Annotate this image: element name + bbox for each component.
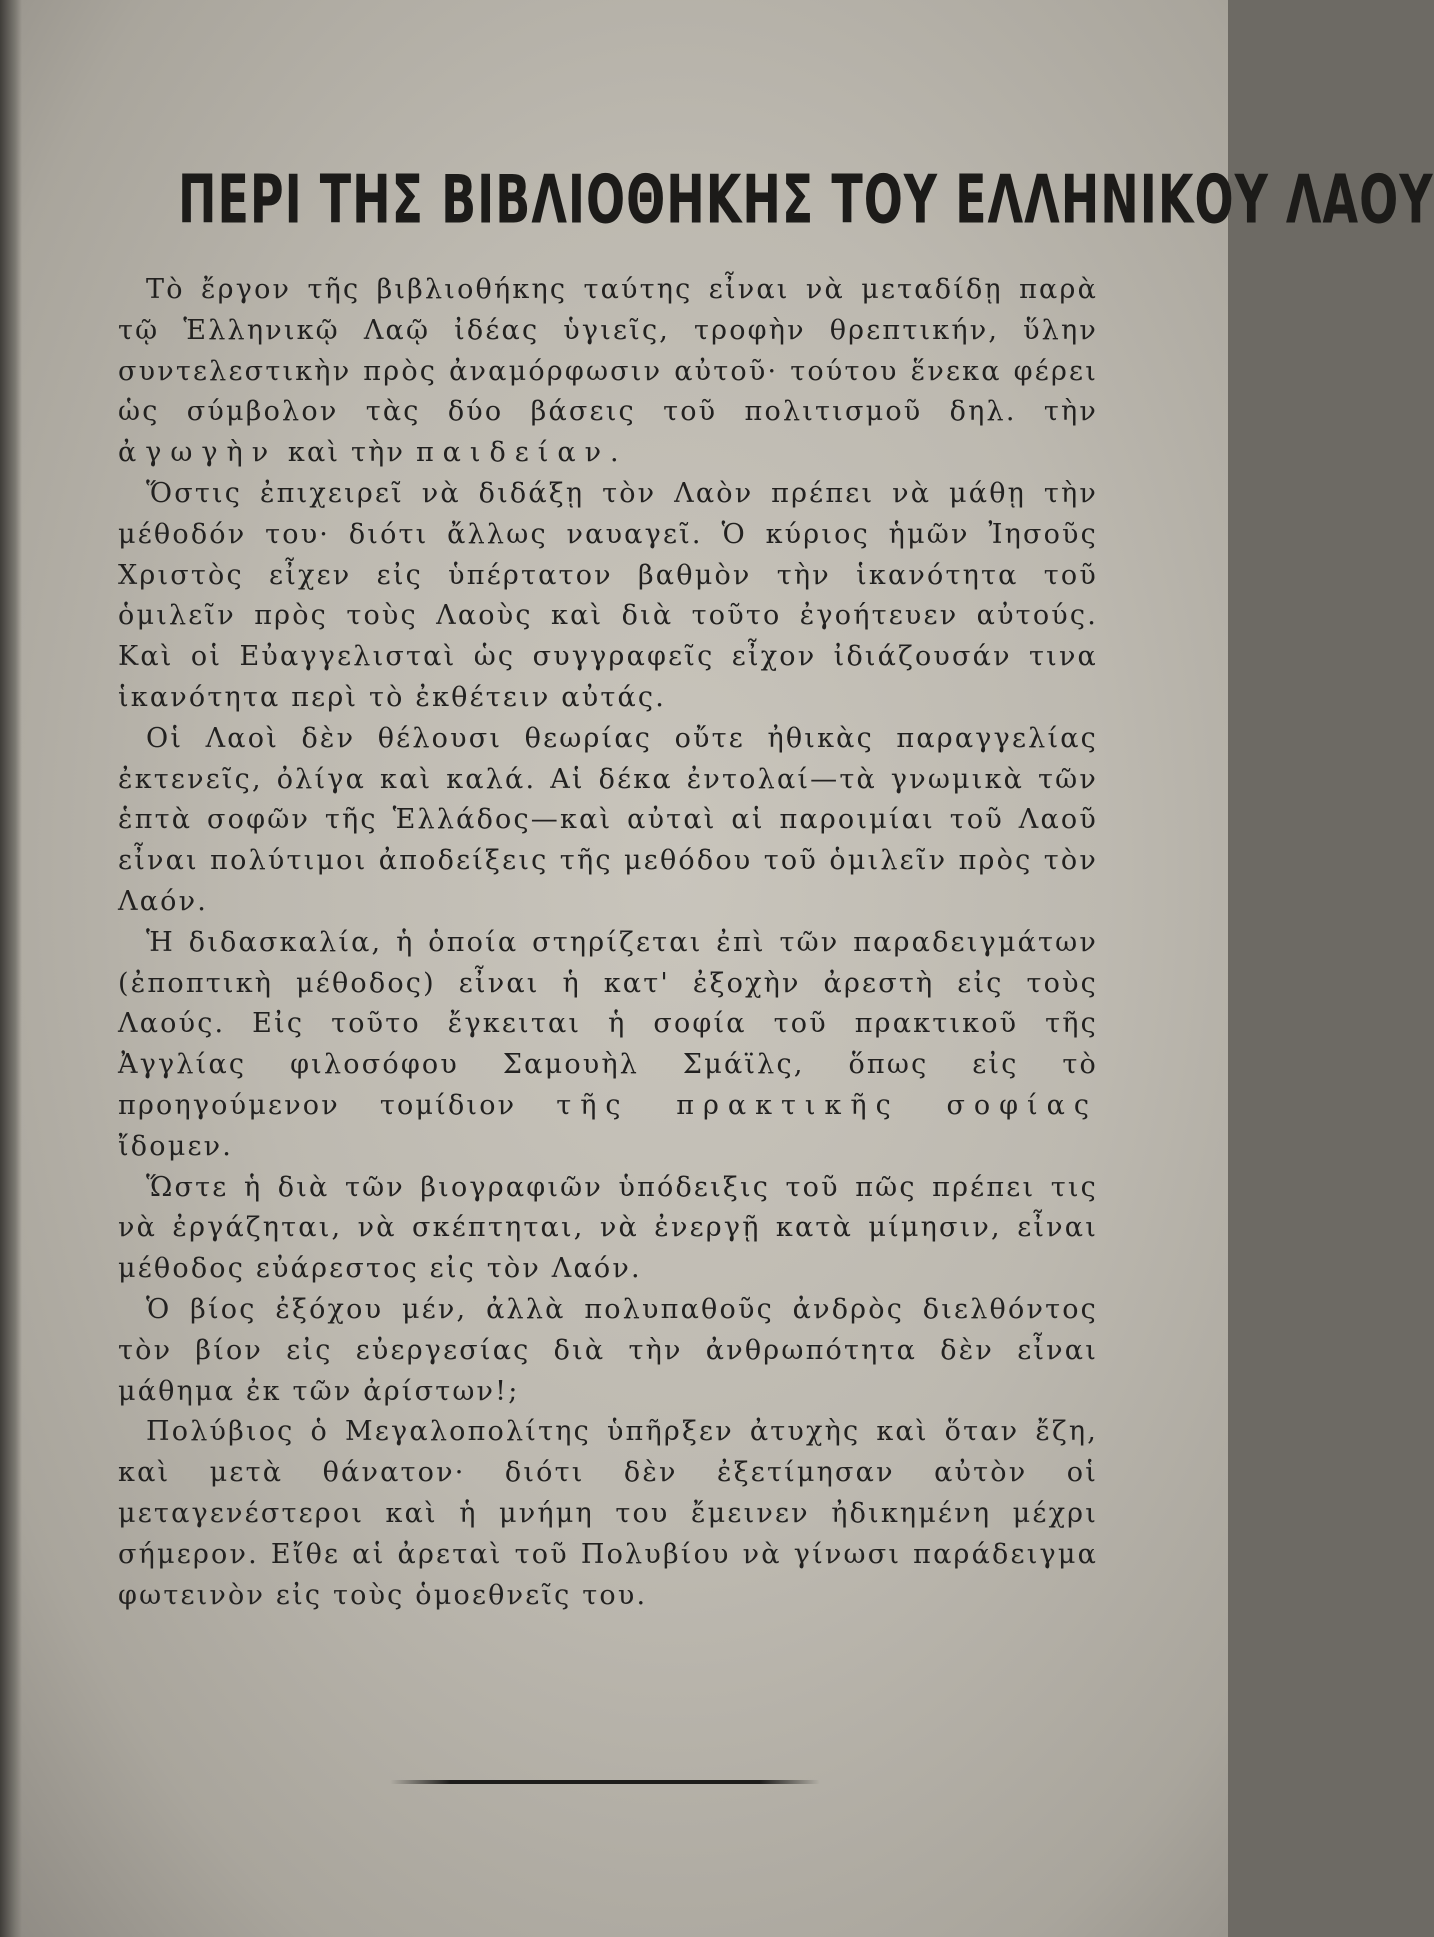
paragraph-6: Ὁ βίος ἐξόχου μέν, ἀλλὰ πολυπαθοῦς ἀνδρὸς διελθόντος τὸν βίον εἰς εὐεργεσίας διὰ τὴν ἀνθρωπότητα δὲν εἶναι μάθημα ἐκ τῶν ἀρίστων!; xyxy=(118,1293,1098,1407)
paragraph-1-text: Τὸ ἔργον τῆς βιβλιοθήκης ταύτης εἶναι νὰ μεταδίδῃ παρὰ τῷ Ἑλληνικῷ Λαῷ ἰδέας ὑγιεῖς, τροφὴν θρεπτικήν, ὕλην συντελεστικὴν πρὸς ἀναμόρφωσιν αὐτοῦ· τούτου ἕνεκα φέρει ὡς σύμβολον τὰς δύο βάσεις τοῦ πολιτισμοῦ δηλ. τὴν xyxy=(118,274,1098,428)
page-binding-shadow xyxy=(0,0,22,1937)
closing-rule xyxy=(390,1780,820,1784)
spaced-phrase-praktikis-sofias: τῆς πρακτικῆς σοφίας xyxy=(556,1089,1098,1121)
paragraph-3: Οἱ Λαοὶ δὲν θέλουσι θεωρίας οὔτε ἠθικὰς παραγγελίας ἐκτενεῖς, ὀλίγα καὶ καλά. Αἱ δέκα ἐντολαί—τὰ γνωμικὰ τῶν ἑπτὰ σοφῶν τῆς Ἑλλάδος—καὶ αὐταὶ αἱ παροιμίαι τοῦ Λαοῦ εἶναι πολύτιμοι ἀποδείξεις τῆς μεθόδου τοῦ ὁμιλεῖν πρὸς τὸν Λαόν. xyxy=(118,722,1098,917)
paragraph-4-text: Ἡ διδασκαλία, ἡ ὁποία στηρίζεται ἐπὶ τῶν παραδειγμάτων (ἐποπτικὴ μέθοδος) εἶναι ἡ κατ' ἐξοχὴν ἀρεστὴ εἰς τοὺς Λαούς. Εἰς τοῦτο ἔγκειται ἡ σοφία τοῦ πρακτικοῦ τῆς Ἀγγλίας φιλοσόφου Σαμουὴλ Σμάϊλς, ὅπως εἰς τὸ προηγούμενον τομίδιον xyxy=(118,926,1098,1121)
paragraph-1-connector: καὶ τὴν xyxy=(287,437,406,469)
paragraph-5: Ὥστε ἡ διὰ τῶν βιογραφιῶν ὑπόδειξις τοῦ πῶς πρέπει τις νὰ ἐργάζηται, νὰ σκέπτηται, νὰ ἐνεργῇ κατὰ μίμησιν, εἶναι μέθοδος εὐάρεστος εἰς τὸν Λαόν. xyxy=(118,1171,1098,1285)
paragraph-4 xyxy=(118,923,1098,1168)
spaced-word-agogi: ἀγωγὴν xyxy=(118,437,278,469)
page-title: ΠΕΡΙ ΤΗΣ ΒΙΒΛΙΟΘΗΚΗΣ ΤΟΥ ΕΛΛΗΝΙΚΟΥ ΛΑΟΥ xyxy=(178,160,1434,239)
paragraph-2: Ὅστις ἐπιχειρεῖ νὰ διδάξῃ τὸν Λαὸν πρέπει νὰ μάθῃ τὴν μέθοδόν του· διότι ἄλλως ναυαγεῖ. Ὁ κύριος ἡμῶν Ἰησοῦς Χριστὸς εἶχεν εἰς ὑπέρτατον βαθμὸν τὴν ἱκανότητα τοῦ ὁμιλεῖν πρὸς τοὺς Λαοὺς καὶ διὰ τοῦτο ἐγοήτευεν αὐτούς. Καὶ οἱ Εὐαγγελισταὶ ὡς συγγραφεῖς εἶχον ἰδιάζουσάν τινα ἱκανότητα περὶ τὸ ἐκθέτειν αὐτάς. xyxy=(118,477,1098,713)
spaced-word-paideia: παιδείαν. xyxy=(415,437,628,469)
body-text xyxy=(118,270,1098,1616)
paragraph-4-ending: ἴδομεν. xyxy=(118,1130,234,1162)
paragraph-1 xyxy=(118,270,1098,474)
paragraph-7: Πολύβιος ὁ Μεγαλοπολίτης ὑπῆρξεν ἀτυχὴς καὶ ὅταν ἔζη, καὶ μετὰ θάνατον· διότι δὲν ἐξετίμησαν αὐτὸν οἱ μεταγενέστεροι καὶ ἡ μνήμη του ἔμεινεν ἠδικημένη μέχρι σήμερον. Εἴθε αἱ ἀρεταὶ τοῦ Πολυβίου νὰ γίνωσι παράδειγμα φωτεινὸν εἰς τοὺς ὁμοεθνεῖς του. xyxy=(118,1416,1098,1611)
